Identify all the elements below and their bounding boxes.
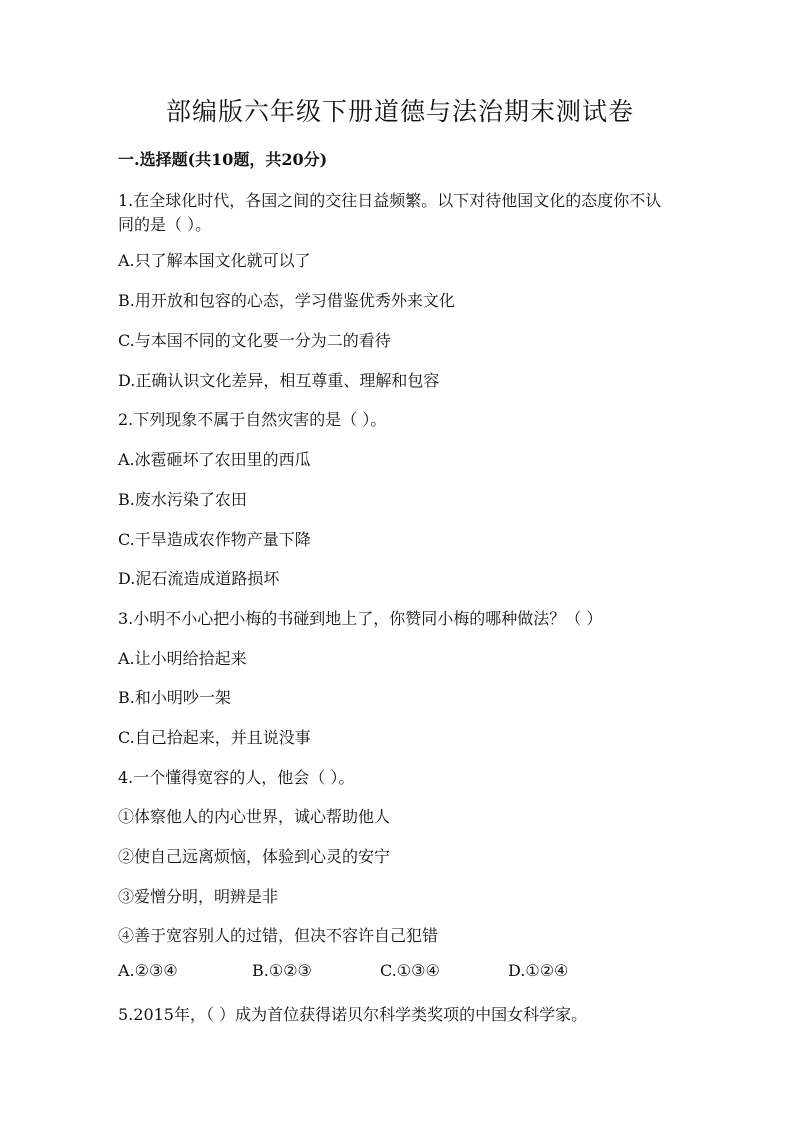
question-4-statement-1: ①体察他人的内心世界，诚心帮助他人 — [118, 807, 391, 826]
question-2-option-d: D.泥石流造成道路损坏 — [118, 569, 280, 588]
question-4-stem: 4.一个懂得宽容的人，他会（ ）。 — [118, 768, 355, 787]
question-5-stem: 5.2015年，（ ）成为首位获得诺贝尔科学类奖项的中国女科学家。 — [118, 1005, 588, 1024]
section-heading: 一.选择题(共10题，共20分) — [118, 150, 328, 169]
question-3-stem: 3.小明不小心把小梅的书碰到地上了，你赞同小梅的哪种做法？（ ） — [118, 609, 603, 628]
question-2-stem: 2.下列现象不属于自然灾害的是（ ）。 — [118, 410, 387, 429]
question-3-option-a: A.让小明给拾起来 — [118, 649, 247, 668]
question-2-option-b: B.废水污染了农田 — [118, 490, 247, 509]
question-1-option-c: C.与本国不同的文化要一分为二的看待 — [118, 331, 391, 350]
question-4-option-c: C.①③④ — [380, 961, 440, 980]
question-1-option-a: A.只了解本国文化就可以了 — [118, 251, 311, 270]
question-2-option-c: C.干旱造成农作物产量下降 — [118, 530, 311, 549]
question-1-stem-line2: 同的是（ ）。 — [118, 215, 212, 234]
question-4-option-b: B.①②③ — [252, 961, 312, 980]
question-4-option-d: D.①②④ — [508, 961, 569, 980]
question-3-option-b: B.和小明吵一架 — [118, 688, 231, 707]
question-3-option-c: C.自己拾起来，并且说没事 — [118, 728, 311, 747]
question-1-option-b: B.用开放和包容的心态，学习借鉴优秀外来文化 — [118, 291, 455, 310]
question-4-statement-2: ②使自己远离烦恼，体验到心灵的安宁 — [118, 847, 391, 866]
question-2-option-a: A.冰雹砸坏了农田里的西瓜 — [118, 450, 311, 469]
question-4-statement-4: ④善于宽容别人的过错，但决不容许自己犯错 — [118, 926, 439, 945]
question-4-statement-3: ③爱憎分明，明辨是非 — [118, 887, 279, 906]
question-1-stem-line1: 1.在全球化时代，各国之间的交往日益频繁。以下对待他国文化的态度你不认 — [118, 191, 662, 210]
question-4-option-a: A.②③④ — [118, 961, 178, 980]
exam-title: 部编版六年级下册道德与法治期末测试卷 — [165, 97, 634, 126]
question-1-option-d: D.正确认识文化差异，相互尊重、理解和包容 — [118, 371, 440, 390]
